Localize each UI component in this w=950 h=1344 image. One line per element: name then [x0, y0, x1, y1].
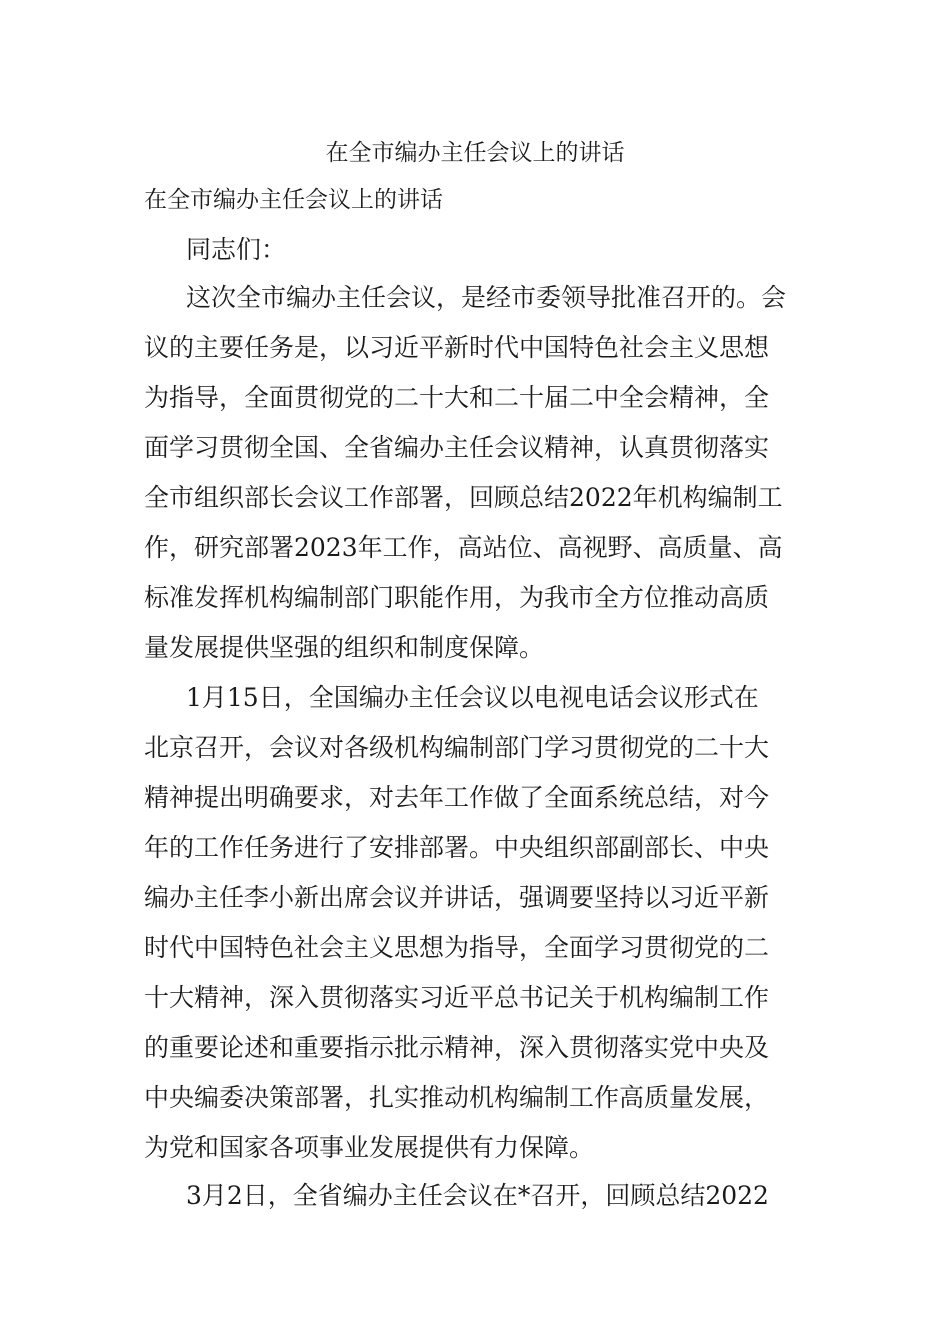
paragraph-line: 的重要论述和重要指示批示精神，深入贯彻落实党中央及 [144, 1033, 770, 1062]
paragraph-line: 标准发挥机构编制部门职能作用，为我市全方位推动高质 [144, 583, 770, 612]
paragraph-line: 为指导，全面贯彻党的二十大和二十届二中全会精神，全 [144, 383, 770, 412]
salutation: 同志们： [186, 235, 287, 264]
paragraph-line: 量发展提供坚强的组织和制度保障。 [144, 633, 545, 662]
paragraph-line: 这次全市编办主任会议，是经市委领导批准召开的。会 [186, 283, 787, 312]
document-subtitle: 在全市编办主任会议上的讲话 [144, 187, 443, 213]
paragraph-line: 中央编委决策部署，扎实推动机构编制工作高质量发展， [144, 1083, 770, 1112]
paragraph-line: 议的主要任务是，以习近平新时代中国特色社会主义思想 [144, 333, 770, 362]
paragraph-line: 3月2日，全省编办主任会议在*召开，回顾总结2022 [186, 1181, 769, 1210]
paragraph-line: 1月15日，全国编办主任会议以电视电话会议形式在 [186, 683, 759, 712]
paragraph-line: 时代中国特色社会主义思想为指导，全面学习贯彻党的二 [144, 933, 770, 962]
paragraph-line: 精神提出明确要求，对去年工作做了全面系统总结，对今 [144, 783, 770, 812]
paragraph-line: 为党和国家各项事业发展提供有力保障。 [144, 1133, 595, 1162]
document-title: 在全市编办主任会议上的讲话 [325, 140, 625, 166]
paragraph-line: 北京召开，会议对各级机构编制部门学习贯彻党的二十大 [144, 733, 770, 762]
paragraph-line: 面学习贯彻全国、全省编办主任会议精神，认真贯彻落实 [144, 433, 770, 462]
paragraph-line: 作，研究部署2023年工作，高站位、高视野、高质量、高 [144, 533, 783, 562]
paragraph-line: 十大精神，深入贯彻落实习近平总书记关于机构编制工作 [144, 983, 770, 1012]
paragraph-line: 全市组织部长会议工作部署，回顾总结2022年机构编制工 [144, 483, 783, 512]
paragraph-line: 年的工作任务进行了安排部署。中央组织部副部长、中央 [144, 833, 770, 862]
paragraph-line: 编办主任李小新出席会议并讲话，强调要坚持以习近平新 [144, 883, 770, 912]
